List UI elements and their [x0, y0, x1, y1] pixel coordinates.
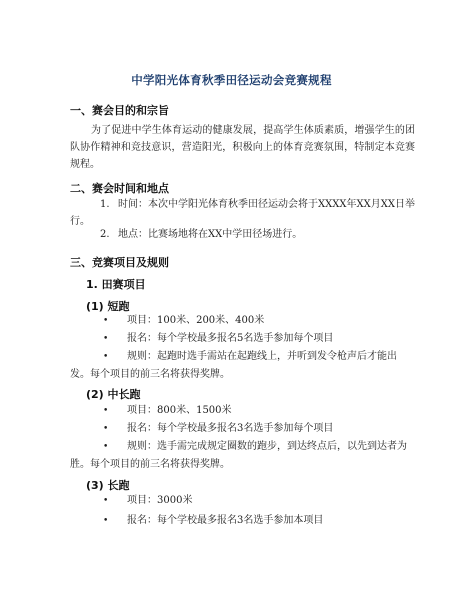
item-number: 2.	[100, 229, 110, 240]
sprint-events-bullet	[103, 312, 420, 330]
middle-rules-bullet	[70, 438, 415, 473]
bullet-icon: •	[103, 406, 109, 416]
sprint-registration-bullet	[103, 330, 420, 348]
middle-events-bullet	[103, 402, 420, 420]
bullet-icon: •	[103, 424, 109, 434]
place-item	[70, 226, 415, 243]
subsection-heading-field-events: 1. 田赛项目	[86, 278, 146, 291]
bullet-text: 报名：每个学校最多报名3名选手参加每个项目	[127, 423, 334, 434]
bullet-text: 规则：选手需完成规定圈数的跑步，到达终点后，以先到达者为胜。每个项目的前三名将获得奖牌。	[70, 441, 407, 470]
group-heading-sprint: (1) 短跑	[86, 300, 130, 313]
group-heading-middle-distance: (2) 中长跑	[86, 388, 141, 401]
bullet-text: 规则：起跑时选手需站在起跑线上，并听到发令枪声后才能出发。每个项目的前三名将获得奖牌。	[70, 351, 397, 380]
bullet-text: 项目：3000米	[127, 495, 193, 506]
long-events-bullet	[103, 492, 420, 510]
item-text: 时间：本次中学阳光体育秋季田径运动会将于XXXX年XX月XX日举行。	[70, 199, 415, 227]
item-number: 1.	[100, 199, 110, 210]
document-title: 中学阳光体育秋季田径运动会竞赛规程	[131, 73, 332, 87]
sprint-rules-bullet	[70, 348, 415, 383]
bullet-icon: •	[103, 442, 109, 452]
section-heading-purpose: 一、赛会目的和宗旨	[70, 104, 169, 117]
section-heading-events-rules: 三、竞赛项目及规则	[70, 256, 169, 269]
bullet-text: 报名：每个学校最多报名5名选手参加每个项目	[127, 333, 334, 344]
bullet-icon: •	[103, 496, 109, 506]
group-heading-long-distance: (3) 长跑	[86, 479, 130, 492]
purpose-paragraph: 为了促进中学生体育运动的健康发展，提高学生体质素质，增强学生的团队协作精神和竞技意识，营造阳光，积极向上的体育竞赛氛围，特制定本竞赛规程。	[70, 125, 415, 170]
bullet-text: 项目：100米、200米、400米	[127, 315, 265, 326]
bullet-icon: •	[103, 352, 109, 362]
bullet-text: 报名：每个学校最多报名3名选手参加本项目	[127, 515, 324, 526]
bullet-icon: •	[103, 316, 109, 326]
middle-registration-bullet	[103, 420, 420, 438]
time-item	[70, 196, 415, 230]
long-registration-bullet	[103, 512, 420, 530]
bullet-icon: •	[103, 516, 109, 526]
bullet-text: 项目：800米、1500米	[127, 405, 232, 416]
section-heading-time-place: 二、赛会时间和地点	[70, 182, 169, 195]
item-text: 地点：比赛场地将在XX中学田径场进行。	[118, 229, 303, 240]
bullet-icon: •	[103, 334, 109, 344]
